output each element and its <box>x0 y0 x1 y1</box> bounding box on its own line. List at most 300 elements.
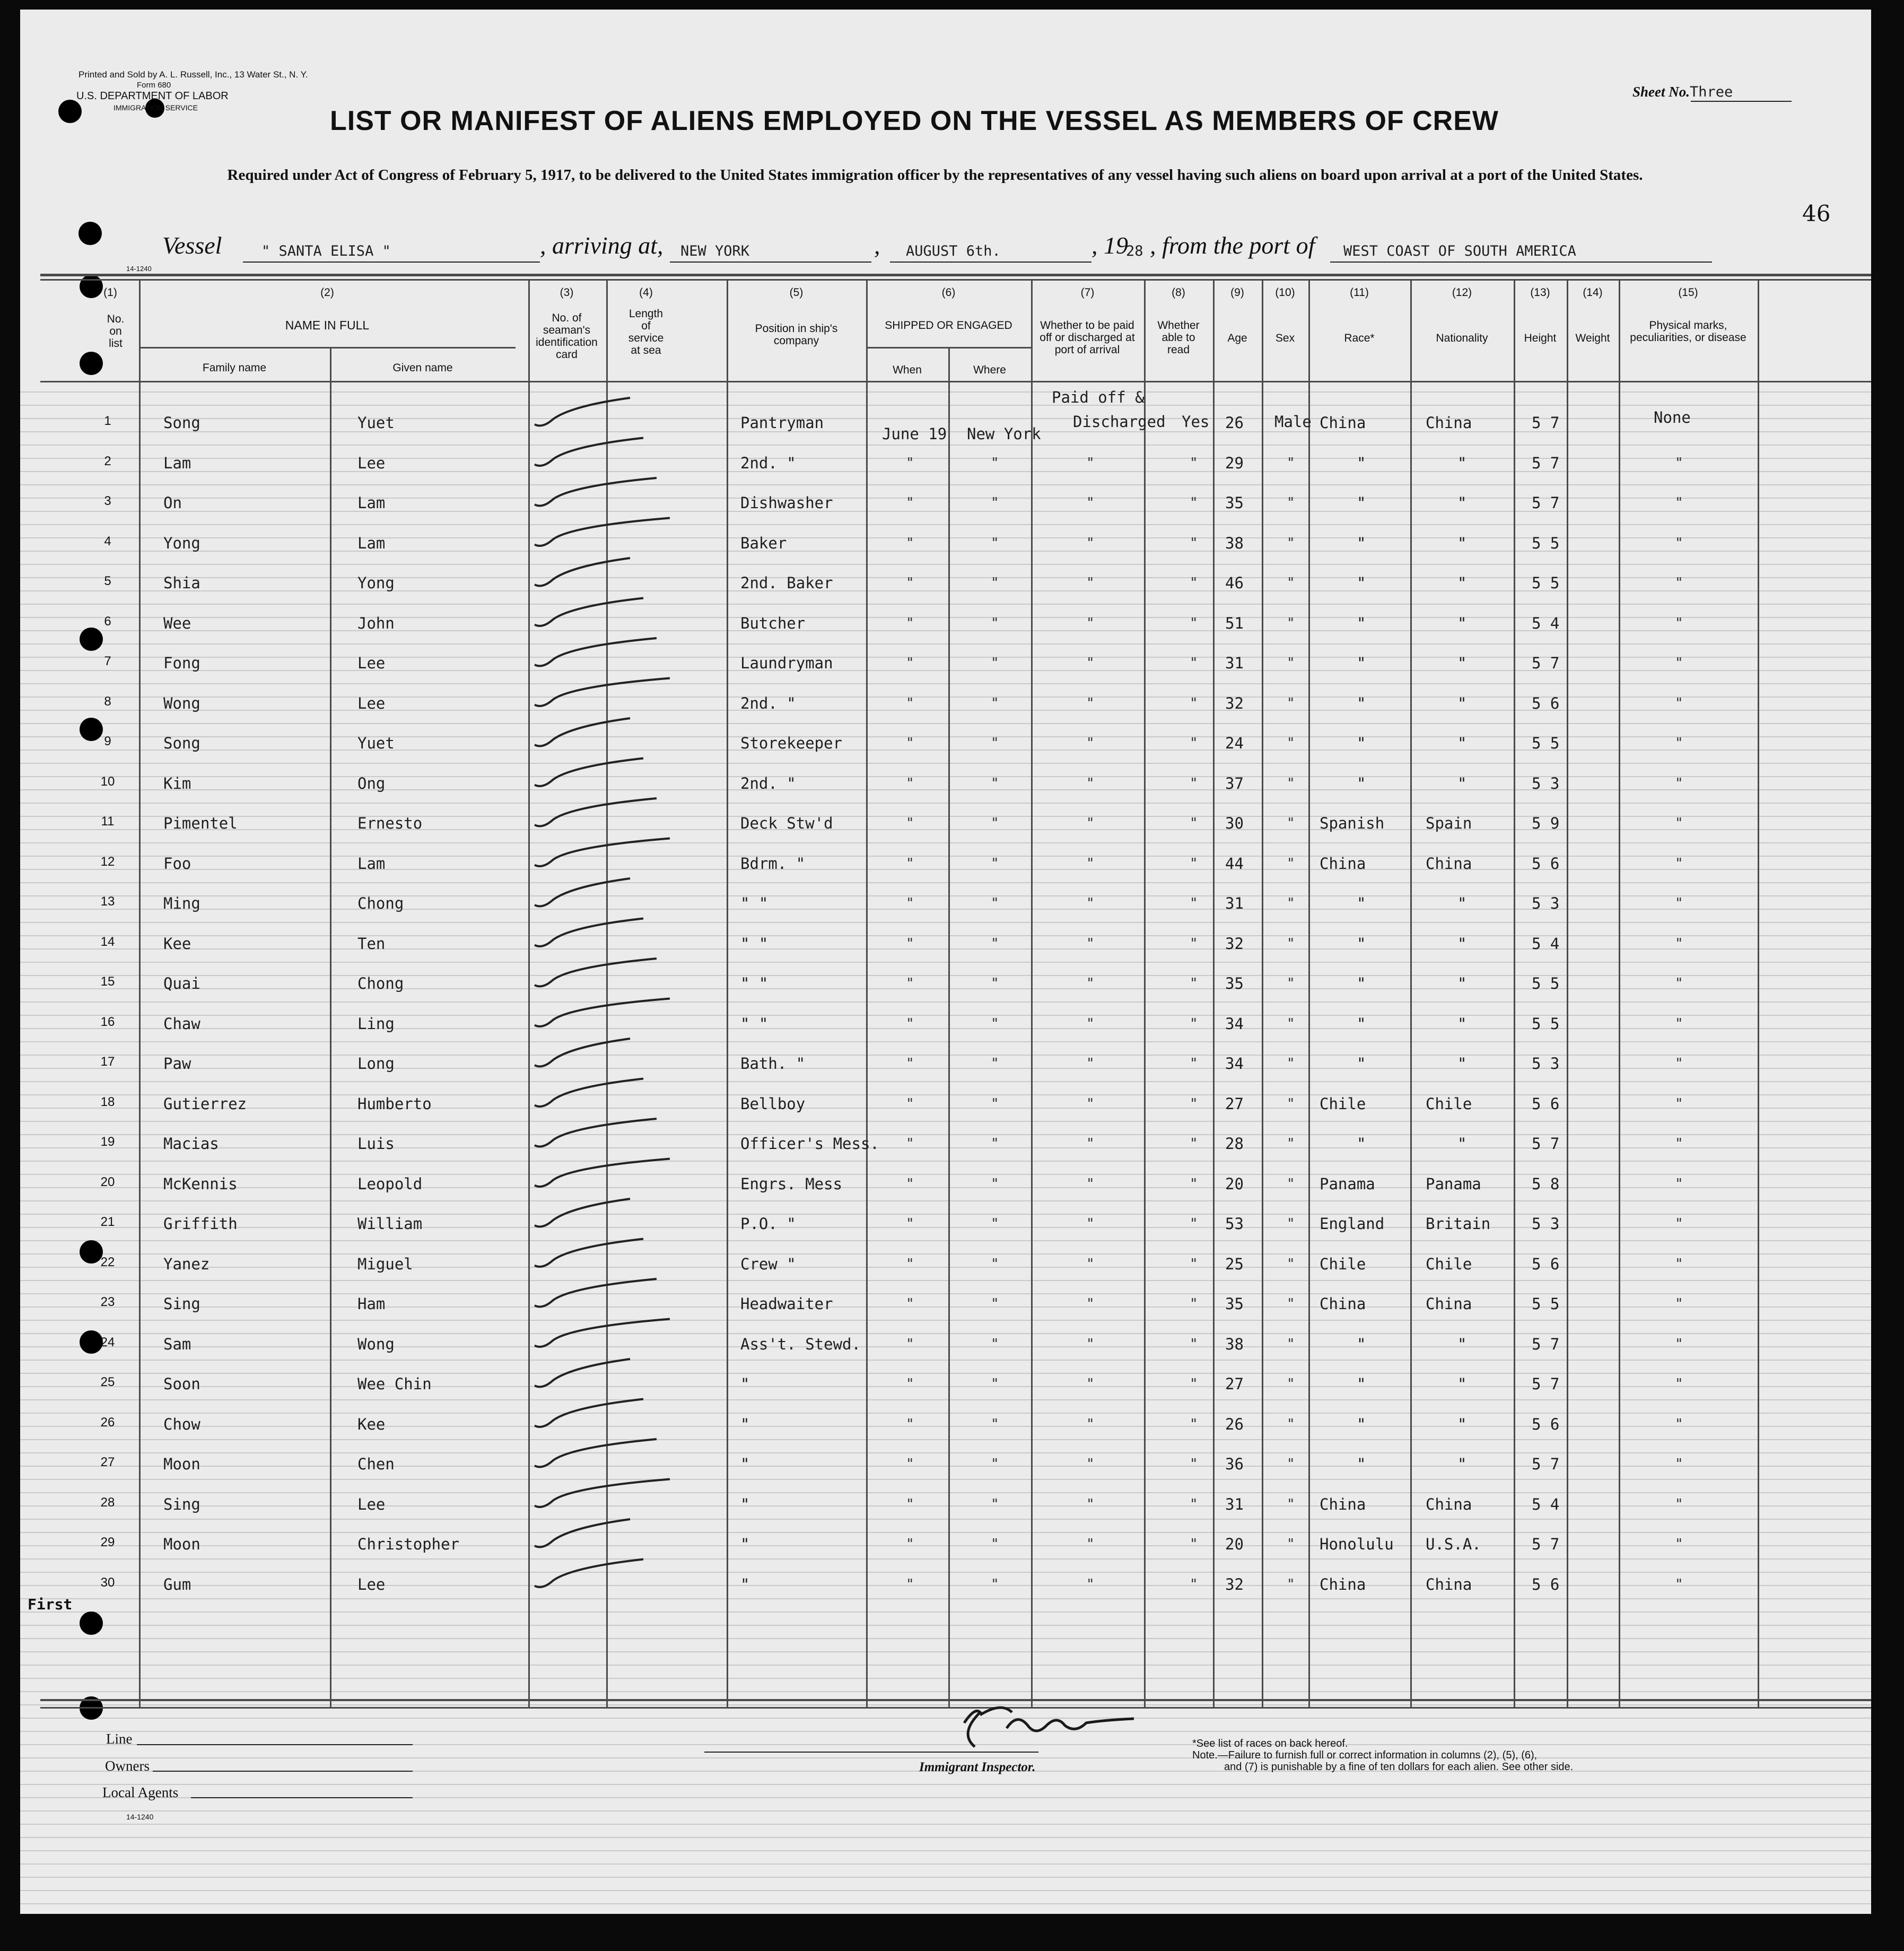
punch-hole <box>78 222 102 245</box>
age: 31 <box>1225 1495 1244 1513</box>
race: " <box>1357 534 1366 552</box>
ditto-mark: " <box>1190 895 1198 911</box>
ditto-mark: " <box>1675 1536 1683 1552</box>
ditto-mark: " <box>991 1095 999 1112</box>
form-code-top: 14-1240 <box>126 265 152 273</box>
ditto-mark: " <box>1287 1175 1295 1192</box>
ditto-mark: " <box>1190 935 1198 952</box>
family-name: Yanez <box>163 1255 210 1273</box>
race: " <box>1357 774 1366 792</box>
given-name: Ernesto <box>357 814 423 832</box>
ditto-mark: " <box>1190 1175 1198 1192</box>
race: " <box>1357 654 1366 672</box>
ditto-mark: " <box>906 615 914 631</box>
family-name: Griffith <box>163 1215 238 1233</box>
ditto-mark: " <box>1287 1336 1295 1352</box>
header-bottom-line <box>40 381 1871 382</box>
margin-note: First <box>28 1596 73 1613</box>
ditto-mark: " <box>1086 495 1095 511</box>
height: 5 6 <box>1532 854 1560 873</box>
ditto-mark: " <box>906 655 914 671</box>
ditto-mark: " <box>906 1296 914 1312</box>
row-number: 16 <box>100 1014 115 1029</box>
age: 38 <box>1225 1335 1244 1353</box>
position: Pantryman <box>740 414 824 432</box>
ditto-mark: " <box>991 1175 999 1192</box>
row-number: 8 <box>104 694 111 709</box>
row-number: 21 <box>100 1215 115 1229</box>
ditto-mark: " <box>1086 735 1095 751</box>
ditto-mark: " <box>991 895 999 911</box>
age: 35 <box>1225 494 1244 512</box>
ditto-mark: " <box>1287 575 1295 591</box>
given-name: Long <box>357 1055 395 1073</box>
position: " " <box>740 974 768 992</box>
age: 32 <box>1225 694 1244 712</box>
row-number: 6 <box>104 614 111 629</box>
nationality: China <box>1426 1495 1472 1513</box>
table-row <box>20 1203 1871 1243</box>
ditto-mark: " <box>1287 895 1295 911</box>
inspector-underline <box>704 1752 1038 1753</box>
ditto-mark: " <box>906 1216 914 1232</box>
height: 5 7 <box>1532 1455 1560 1473</box>
given-name: Wong <box>357 1335 395 1353</box>
ditto-mark: " <box>991 775 999 791</box>
table-row <box>20 562 1871 602</box>
family-name: Sing <box>163 1295 200 1313</box>
row-number: 5 <box>104 574 111 588</box>
family-name: Fong <box>163 654 200 672</box>
ditto-mark: " <box>1675 535 1683 551</box>
nationality: " <box>1457 574 1467 592</box>
ditto-mark: " <box>1086 535 1095 551</box>
nationality: U.S.A. <box>1426 1535 1481 1553</box>
race: " <box>1357 1455 1366 1473</box>
nationality: China <box>1426 854 1472 873</box>
race: Panama <box>1320 1174 1375 1193</box>
col6-where-label: Where <box>973 364 1006 376</box>
family-name: Lam <box>163 454 191 472</box>
given-name: Yuet <box>357 734 395 752</box>
ditto-mark: " <box>906 1015 914 1032</box>
ditto-mark: " <box>1190 1576 1198 1592</box>
race: China <box>1320 1295 1366 1313</box>
table-row <box>20 402 1871 442</box>
race: " <box>1357 1375 1366 1393</box>
age: 24 <box>1225 734 1244 752</box>
position: P.O. " <box>740 1215 796 1233</box>
ditto-mark: " <box>1675 735 1683 751</box>
col8-label: Whether able to read <box>1157 319 1200 356</box>
ditto-mark: " <box>1675 1216 1683 1232</box>
height: 5 7 <box>1532 414 1560 432</box>
ditto-mark: " <box>1086 1216 1095 1232</box>
family-name: Song <box>163 734 200 752</box>
ditto-mark: " <box>1675 1376 1683 1392</box>
family-name: Kee <box>163 934 191 953</box>
form-title: LIST OR MANIFEST OF ALIENS EMPLOYED ON THE VESSEL AS MEMBERS OF CREW <box>330 106 1499 136</box>
name-subheader-line <box>139 347 516 349</box>
table-row <box>20 1564 1871 1604</box>
ditto-mark: " <box>906 935 914 952</box>
position: " <box>740 1375 750 1393</box>
ditto-mark: " <box>1675 895 1683 911</box>
ruled-line <box>20 1757 1871 1758</box>
ditto-mark: " <box>1086 1095 1095 1112</box>
table-row <box>20 963 1871 1003</box>
family-name: Song <box>163 414 200 432</box>
ruled-line <box>20 1625 1871 1626</box>
penalty-note-2: and (7) is punishable by a fine of ten dollars for each alien. See other side. <box>1224 1761 1574 1773</box>
position: Bellboy <box>740 1094 806 1113</box>
ditto-mark: " <box>906 535 914 551</box>
department-name: U.S. DEPARTMENT OF LABOR <box>76 90 229 102</box>
table-row <box>20 803 1871 842</box>
ditto-mark: " <box>1675 1296 1683 1312</box>
arrival-date: AUGUST 6th. <box>906 243 1001 259</box>
age: 32 <box>1225 1575 1244 1593</box>
nationality: " <box>1457 894 1467 912</box>
arriving-label: , arriving at, <box>540 232 663 259</box>
ditto-mark: " <box>1086 895 1095 911</box>
given-name: William <box>357 1215 423 1233</box>
ditto-mark: " <box>991 1496 999 1512</box>
given-name: Ong <box>357 774 386 792</box>
row-number: 28 <box>100 1495 115 1510</box>
height: 5 7 <box>1532 1535 1560 1553</box>
ditto-mark: " <box>1086 976 1095 991</box>
race: England <box>1320 1215 1385 1233</box>
ditto-mark: " <box>1190 495 1198 511</box>
position: " " <box>740 894 768 912</box>
col13-label: Height <box>1524 332 1557 344</box>
ruled-line <box>20 1638 1871 1639</box>
ditto-mark: " <box>1287 615 1295 631</box>
row-number: 26 <box>100 1415 115 1430</box>
race: " <box>1357 454 1366 472</box>
height: 5 7 <box>1532 1335 1560 1353</box>
ditto-mark: " <box>991 495 999 511</box>
service-name: IMMIGRATION SERVICE <box>113 103 198 112</box>
ditto-mark: " <box>1190 815 1198 831</box>
family-name: Moon <box>163 1535 200 1553</box>
ditto-mark: " <box>1287 1136 1295 1152</box>
row-number: 14 <box>100 934 115 949</box>
ditto-mark: " <box>1675 976 1683 991</box>
col10-label: Sex <box>1275 332 1295 344</box>
age: 29 <box>1225 454 1244 472</box>
age: 38 <box>1225 534 1244 552</box>
penalty-note-1: Note.—Failure to furnish full or correct information in columns (2), (5), (6), <box>1192 1749 1538 1761</box>
ditto-mark: " <box>1086 695 1095 711</box>
position: Bdrm. " <box>740 854 806 873</box>
nationality: " <box>1457 1375 1467 1393</box>
height: 5 7 <box>1532 1375 1560 1393</box>
ruled-line <box>20 1678 1871 1679</box>
col1-number: (1) <box>103 286 117 299</box>
ditto-mark: " <box>991 1015 999 1032</box>
punch-hole <box>58 100 82 123</box>
ditto-mark: " <box>991 575 999 591</box>
ditto-mark: " <box>906 855 914 872</box>
ditto-mark: " <box>1086 1256 1095 1272</box>
manifest-sheet <box>20 10 1871 1914</box>
ditto-mark: " <box>991 1576 999 1592</box>
given-name: Kee <box>357 1415 386 1433</box>
nationality: " <box>1457 654 1467 672</box>
nationality: " <box>1457 1014 1467 1033</box>
age: 28 <box>1225 1135 1244 1153</box>
nationality: " <box>1457 1335 1467 1353</box>
ditto-mark: " <box>906 1056 914 1072</box>
nationality: China <box>1426 1295 1472 1313</box>
row-number: 17 <box>100 1055 115 1069</box>
nationality: " <box>1457 454 1467 472</box>
col7-number: (7) <box>1080 286 1095 299</box>
ditto-mark: " <box>1086 1175 1095 1192</box>
nationality: " <box>1457 694 1467 712</box>
age: 32 <box>1225 934 1244 953</box>
ditto-mark: " <box>1675 1175 1683 1192</box>
nationality: " <box>1457 614 1467 632</box>
age: 27 <box>1225 1375 1244 1393</box>
age: 31 <box>1225 894 1244 912</box>
given-name: Lam <box>357 534 386 552</box>
ditto-mark: " <box>1287 655 1295 671</box>
ditto-mark: " <box>1086 1456 1095 1472</box>
sheet-value: Three <box>1690 84 1733 100</box>
ditto-mark: " <box>906 575 914 591</box>
col2-given-label: Given name <box>392 362 453 374</box>
table-row <box>20 1363 1871 1403</box>
ditto-mark: " <box>1086 455 1095 471</box>
race: Chile <box>1320 1094 1366 1113</box>
position: " " <box>740 1014 768 1033</box>
given-name: Lam <box>357 494 386 512</box>
ditto-mark: " <box>906 1256 914 1272</box>
race: " <box>1357 1335 1366 1353</box>
age: 53 <box>1225 1215 1244 1233</box>
col3-label: No. of seaman's identification card <box>536 312 598 361</box>
given-name: Lee <box>357 1495 386 1513</box>
ditto-mark: " <box>1190 615 1198 631</box>
table-top-line <box>40 274 1871 276</box>
ditto-mark: " <box>906 455 914 471</box>
position: Headwaiter <box>740 1295 833 1313</box>
ditto-mark: " <box>991 1216 999 1232</box>
family-name: Macias <box>163 1135 219 1153</box>
height: 5 3 <box>1532 774 1560 792</box>
age: 25 <box>1225 1255 1244 1273</box>
age: 37 <box>1225 774 1244 792</box>
port-underline <box>1330 262 1712 263</box>
ditto-mark: " <box>991 855 999 872</box>
race: " <box>1357 934 1366 953</box>
row-number: 1 <box>104 414 111 428</box>
requirement-text: Required under Act of Congress of February 5, 1917, to be delivered to the United States immigration officer by the representatives of any vessel having such aliens on board upon arrival at a port of the United States. <box>227 167 1643 184</box>
race: Chile <box>1320 1255 1366 1273</box>
ditto-mark: " <box>1190 1416 1198 1432</box>
height: 5 9 <box>1532 814 1560 832</box>
ruled-line <box>20 1863 1871 1865</box>
ditto-mark: " <box>991 1056 999 1072</box>
given-name: Ten <box>357 934 386 953</box>
position: Dishwasher <box>740 494 833 512</box>
ditto-mark: " <box>906 1496 914 1512</box>
ditto-mark: " <box>1190 575 1198 591</box>
ditto-mark: " <box>1086 1136 1095 1152</box>
ditto-mark: " <box>1287 935 1295 952</box>
height: 5 7 <box>1532 654 1560 672</box>
position: " " <box>740 934 768 953</box>
family-name: Gum <box>163 1575 191 1593</box>
height: 5 3 <box>1532 1055 1560 1073</box>
race: " <box>1357 1055 1366 1073</box>
ditto-mark: " <box>906 815 914 831</box>
ditto-mark: " <box>1086 615 1095 631</box>
ditto-mark: " <box>906 1576 914 1592</box>
height: 5 3 <box>1532 1215 1560 1233</box>
able-to-read: Yes <box>1182 413 1210 431</box>
ditto-mark: " <box>1086 1056 1095 1072</box>
family-name: Sam <box>163 1335 191 1353</box>
position: Storekeeper <box>740 734 843 752</box>
ditto-mark: " <box>1287 1376 1295 1392</box>
ditto-mark: " <box>1287 735 1295 751</box>
ditto-mark: " <box>1190 735 1198 751</box>
ditto-mark: " <box>1675 1136 1683 1152</box>
inspector-label: Immigrant Inspector. <box>919 1760 1036 1774</box>
ruled-line <box>20 1784 1871 1785</box>
ruled-line <box>20 1903 1871 1904</box>
table-top-line-2 <box>40 279 1871 281</box>
ditto-mark: " <box>906 895 914 911</box>
ruled-line <box>20 1877 1871 1878</box>
ditto-mark: " <box>1675 575 1683 591</box>
race: " <box>1357 974 1366 992</box>
year-suffix: 28 <box>1126 243 1143 259</box>
family-name: On <box>163 494 182 512</box>
ditto-mark: " <box>1190 1216 1198 1232</box>
age: 34 <box>1225 1055 1244 1073</box>
ditto-mark: " <box>1287 1416 1295 1432</box>
family-name: Sing <box>163 1495 200 1513</box>
row-number: 23 <box>100 1295 115 1309</box>
given-name: Yong <box>357 574 395 592</box>
height: 5 6 <box>1532 694 1560 712</box>
row-number: 13 <box>100 894 115 909</box>
ditto-mark: " <box>1190 1136 1198 1152</box>
ditto-mark: " <box>1086 935 1095 952</box>
ditto-mark: " <box>1190 1296 1198 1312</box>
ditto-mark: " <box>906 1095 914 1112</box>
family-name: Wong <box>163 694 200 712</box>
ditto-mark: " <box>906 775 914 791</box>
table-row <box>20 642 1871 682</box>
row-number: 11 <box>101 814 115 829</box>
race: China <box>1320 1495 1366 1513</box>
ditto-mark: " <box>1675 1576 1683 1592</box>
ditto-mark: " <box>906 735 914 751</box>
col12-number: (12) <box>1452 286 1472 299</box>
given-name: Lee <box>357 694 386 712</box>
table-row <box>20 1443 1871 1483</box>
age: 51 <box>1225 614 1244 632</box>
col11-label: Race* <box>1344 332 1375 344</box>
row-number: 27 <box>100 1455 115 1469</box>
height: 5 6 <box>1532 1255 1560 1273</box>
line-label: Line <box>106 1731 133 1747</box>
family-name: Quai <box>163 974 200 992</box>
col12-label: Nationality <box>1436 332 1488 344</box>
row-number: 29 <box>100 1535 115 1549</box>
family-name: Yong <box>163 534 200 552</box>
ditto-mark: " <box>991 655 999 671</box>
col14-label: Weight <box>1575 332 1610 344</box>
agents-underline <box>191 1797 413 1798</box>
nationality: " <box>1457 774 1467 792</box>
col2-number: (2) <box>320 286 334 299</box>
race: " <box>1357 574 1366 592</box>
family-name: Moon <box>163 1455 200 1473</box>
height: 5 3 <box>1532 894 1560 912</box>
nationality: " <box>1457 1135 1467 1153</box>
table-row <box>20 1523 1871 1563</box>
ditto-mark: " <box>1086 575 1095 591</box>
height: 5 7 <box>1532 1135 1560 1153</box>
col6-number: (6) <box>941 286 956 299</box>
ditto-mark: " <box>1086 775 1095 791</box>
position: Crew " <box>740 1255 796 1273</box>
col14-number: (14) <box>1583 286 1603 299</box>
ditto-mark: " <box>1190 535 1198 551</box>
age: 36 <box>1225 1455 1244 1473</box>
ruled-line <box>20 1824 1871 1825</box>
table-row <box>20 883 1871 922</box>
row-number: 4 <box>104 534 111 548</box>
age: 35 <box>1225 974 1244 992</box>
given-name: Christopher <box>357 1535 460 1553</box>
height: 5 5 <box>1532 1295 1560 1313</box>
height: 5 5 <box>1532 574 1560 592</box>
given-name: Leopold <box>357 1174 423 1193</box>
ditto-mark: " <box>906 1536 914 1552</box>
given-name: John <box>357 614 395 632</box>
punch-hole <box>80 1612 103 1635</box>
ditto-mark: " <box>1190 855 1198 872</box>
height: 5 6 <box>1532 1094 1560 1113</box>
ditto-mark: " <box>1086 1336 1095 1352</box>
ditto-mark: " <box>1675 775 1683 791</box>
nationality: Britain <box>1426 1215 1491 1233</box>
ditto-mark: " <box>1086 855 1095 872</box>
age: 44 <box>1225 854 1244 873</box>
ditto-mark: " <box>991 1136 999 1152</box>
ditto-mark: " <box>906 1136 914 1152</box>
given-name: Ling <box>357 1014 395 1033</box>
table-row <box>20 1484 1871 1523</box>
ditto-mark: " <box>991 1416 999 1432</box>
age: 27 <box>1225 1094 1244 1113</box>
nationality: " <box>1457 1455 1467 1473</box>
race: " <box>1357 694 1366 712</box>
race: " <box>1357 494 1366 512</box>
height: 5 8 <box>1532 1174 1560 1193</box>
ditto-mark: " <box>1086 1376 1095 1392</box>
sex-value: Male <box>1274 413 1312 431</box>
nationality: China <box>1426 1575 1472 1593</box>
